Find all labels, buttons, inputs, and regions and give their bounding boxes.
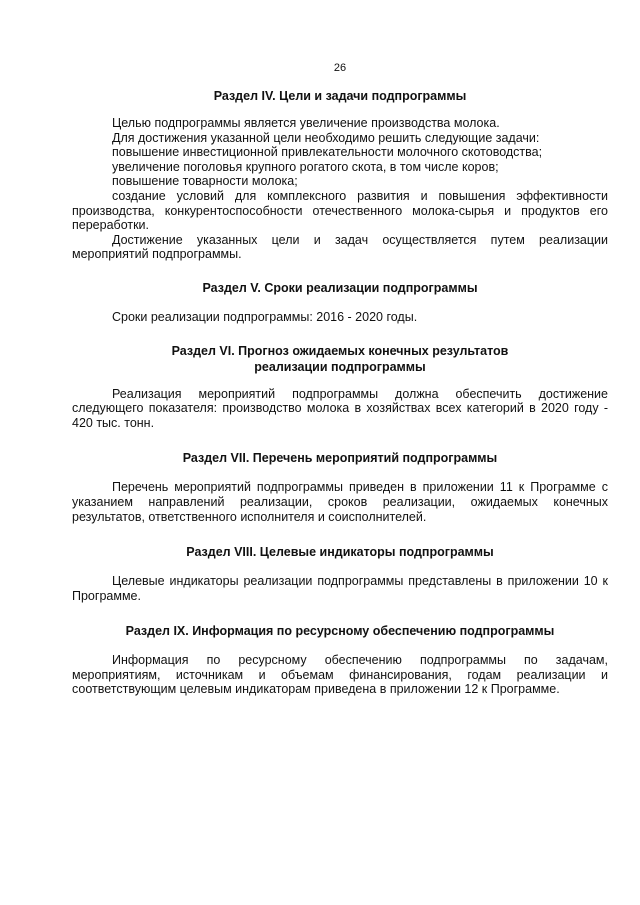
section-ix [72, 623, 608, 697]
section-iv [72, 88, 608, 262]
section-vii-title: Раздел VII. Перечень мероприятий подпрограммы [182, 451, 498, 466]
paragraph: Достижение указанных цели и задач осуществляется путем реализации мероприятий подпрограммы. [72, 232, 608, 262]
paragraph: Сроки реализации подпрограммы: 2016 - 2020 годы. [112, 309, 418, 324]
paragraph: Целевые индикаторы реализации подпрограммы представлены в приложении 10 к Программе. [72, 574, 608, 603]
list-item: повышение товарности молока; [112, 174, 298, 189]
document-page [72, 62, 608, 711]
section-v [72, 280, 608, 325]
section-vi-title-line2: реализации подпрограммы [254, 359, 426, 374]
section-viii-title: Раздел VIII. Целевые индикаторы подпрограммы [186, 545, 494, 560]
paragraph: Информация по ресурсному обеспечению подпрограммы по задачам, мероприятиям, источникам и объемам финансирования, годам реализации и соответствующим целевым индикаторам приведена в приложении 12 к Программе. [72, 653, 608, 697]
page-number: 26 [333, 62, 347, 74]
section-viii [72, 544, 608, 603]
list-item: увеличение поголовья крупного рогатого скота, в том числе коров; [112, 159, 499, 174]
list-item: создание условий для комплексного развития и повышения эффективности производства, конкурентоспособности отечественного молока-сырья и продуктов его переработки. [72, 188, 608, 233]
section-vi [72, 343, 608, 431]
paragraph: Целью подпрограммы является увеличение производства молока. [112, 116, 500, 130]
paragraph: Реализация мероприятий подпрограммы должна обеспечить достижение следующего показателя: производство молока в хозяйствах всех категорий в 2020 году - 420 тыс. тонн. [72, 386, 608, 430]
section-vi-title-line1: Раздел VI. Прогноз ожидаемых конечных результатов [171, 343, 509, 358]
section-v-title: Раздел V. Сроки реализации подпрограммы [202, 280, 478, 295]
section-vii [72, 450, 608, 524]
section-ix-title: Раздел IX. Информация по ресурсному обеспечению подпрограммы [125, 624, 555, 639]
section-vi-title [72, 343, 608, 375]
list-item: повышение инвестиционной привлекательности молочного скотоводства; [112, 145, 543, 160]
paragraph: Перечень мероприятий подпрограммы приведен в приложении 11 к Программе с указанием направлений реализации, сроков реализации, ожидаемых конечных результатов, ответственного исполнителя и соисполнителей. [72, 480, 608, 524]
paragraph: Для достижения указанной цели необходимо решить следующие задачи: [112, 130, 540, 145]
section-iv-title: Раздел IV. Цели и задачи подпрограммы [213, 89, 467, 103]
